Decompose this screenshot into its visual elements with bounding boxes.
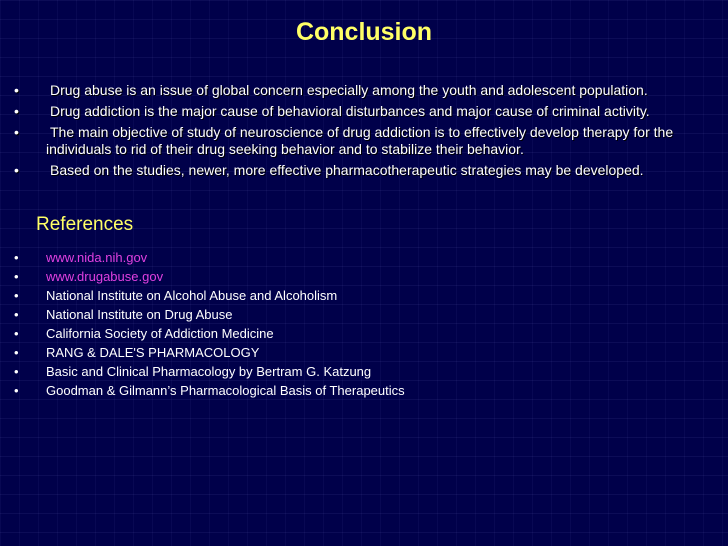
conclusion-item (0, 162, 715, 179)
reference-item (0, 248, 700, 267)
reference-text: Basic and Clinical Pharmacology by Bertram G. Katzung (46, 364, 372, 379)
conclusion-item (0, 103, 715, 120)
bullet-icon: • (14, 383, 19, 398)
reference-text: California Society of Addiction Medicine (46, 326, 274, 341)
bullet-icon: • (14, 307, 19, 322)
conclusion-item (0, 82, 715, 99)
bullet-icon: • (14, 288, 19, 303)
reference-item (0, 305, 700, 324)
bullet-icon: • (14, 269, 19, 284)
slide-title: Conclusion (295, 18, 433, 46)
reference-item (0, 267, 700, 286)
references-heading: References (36, 214, 134, 235)
bullet-icon: • (14, 326, 19, 341)
reference-link-drugabuse[interactable]: www.drugabuse.gov (46, 269, 164, 284)
bullet-icon: • (14, 103, 19, 119)
bullet-icon: • (14, 250, 19, 265)
reference-item (0, 381, 700, 400)
reference-item (0, 362, 700, 381)
reference-text: National Institute on Alcohol Abuse and Alcoholism (46, 288, 338, 303)
reference-item (0, 324, 700, 343)
reference-text: National Institute on Drug Abuse (46, 307, 233, 322)
reference-text: RANG & DALE'S PHARMACOLOGY (46, 345, 260, 360)
bullet-icon: • (14, 345, 19, 360)
conclusion-text: The main objective of study of neuroscience of drug addiction is to effectively develop therapy for the individuals to rid of their drug seeking behavior and to stabilize their behavior. (46, 124, 674, 157)
conclusion-text: Drug abuse is an issue of global concern especially among the youth and adolescent population. (50, 82, 648, 98)
conclusion-item (0, 124, 715, 158)
reference-item (0, 286, 700, 305)
reference-item (0, 343, 700, 362)
conclusion-text: Drug addiction is the major cause of behavioral disturbances and major cause of criminal activity. (50, 103, 650, 119)
conclusion-list (0, 82, 715, 183)
bullet-icon: • (14, 82, 19, 98)
reference-link-nida[interactable]: www.nida.nih.gov (46, 250, 148, 265)
bullet-icon: • (14, 364, 19, 379)
bullet-icon: • (14, 162, 19, 178)
references-list (0, 248, 700, 400)
conclusion-text: Based on the studies, newer, more effective pharmacotherapeutic strategies may be developed. (50, 162, 644, 178)
bullet-icon: • (14, 124, 19, 140)
reference-text: Goodman & Gilmann’s Pharmacological Basis of Therapeutics (46, 383, 405, 398)
